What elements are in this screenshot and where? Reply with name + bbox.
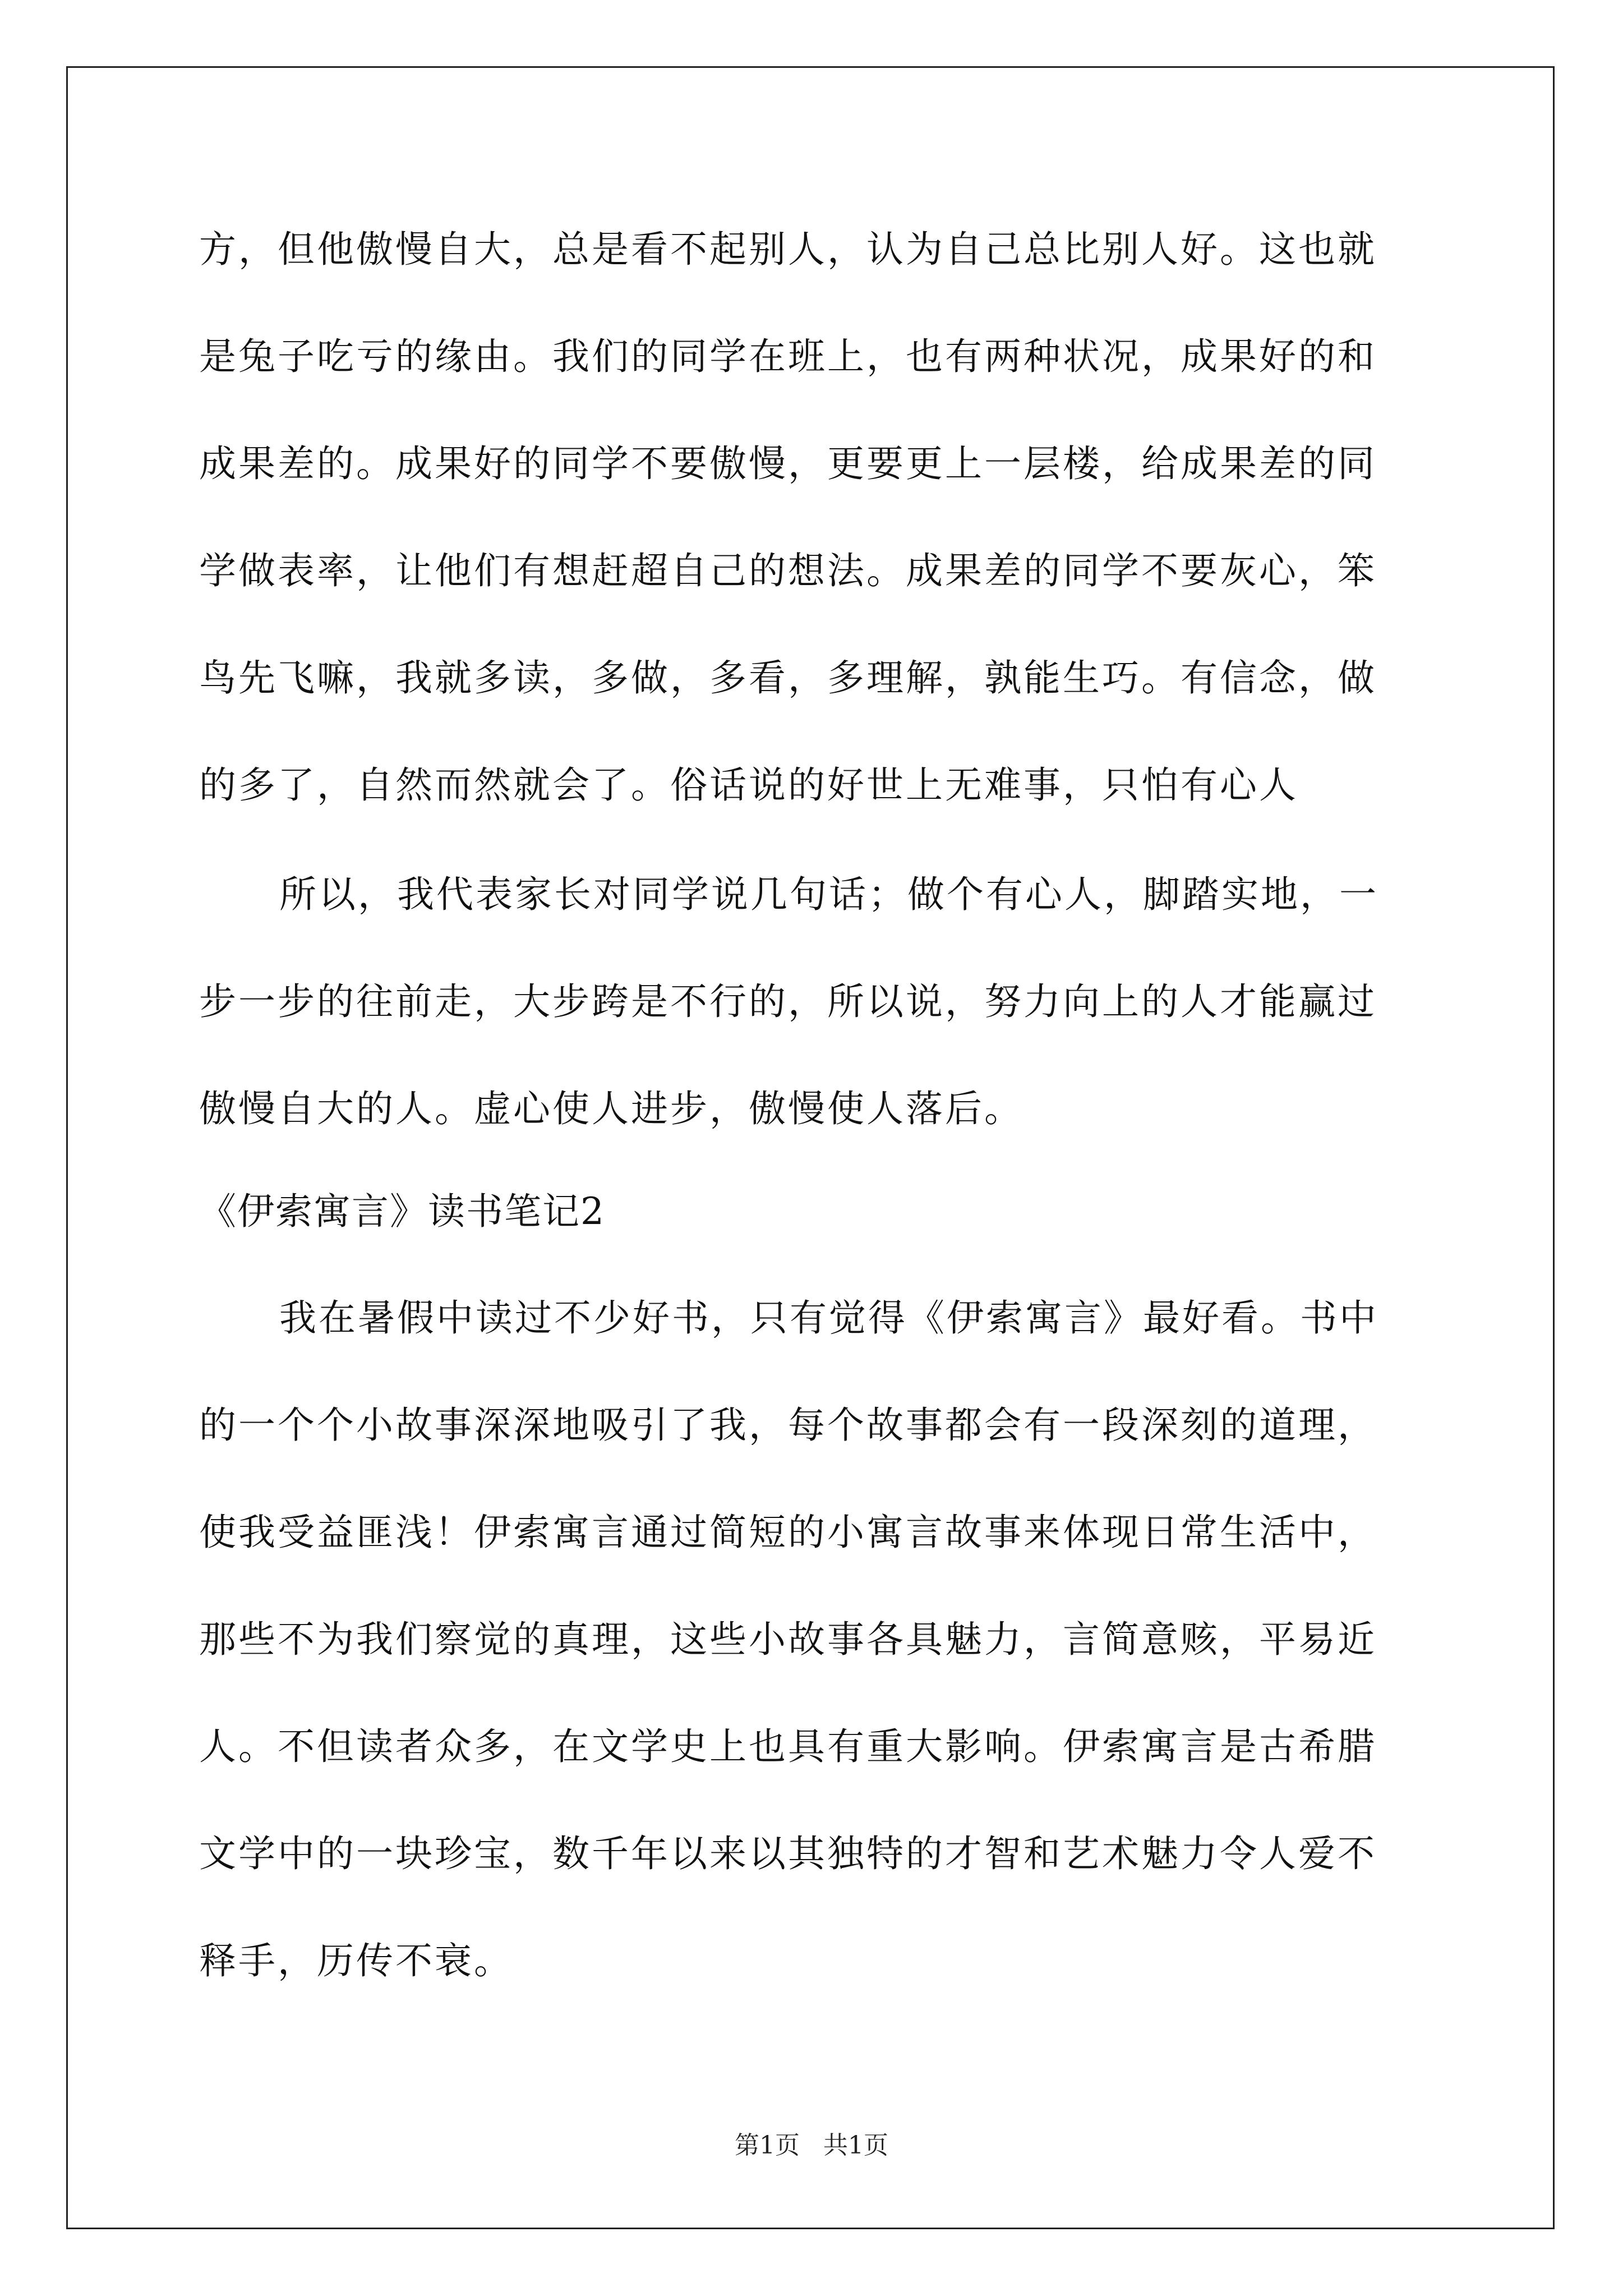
paragraph-1-line: 学做表率，让他们有想赶超自己的想法。成果差的同学不要灰心，笨: [199, 549, 1377, 592]
paragraph-3-line: 释手，历传不衰。: [199, 1939, 513, 1982]
paragraph-3-line: 的一个个小故事深深地吸引了我，每个故事都会有一段深刻的道理，: [199, 1404, 1377, 1447]
page-number: 第1页: [735, 2131, 800, 2160]
paragraph-3-line: 我在暑假中读过不少好书，只有觉得《伊索寓言》最好看。书中: [279, 1296, 1378, 1340]
page-frame: [66, 66, 1555, 2229]
paragraph-2-line: 步一步的往前走，大步跨是不行的，所以说，努力向上的人才能赢过: [199, 980, 1377, 1023]
paragraph-2-line: 傲慢自大的人。虚心使人进步，傲慢使人落后。: [199, 1087, 1023, 1130]
paragraph-2-line: 所以，我代表家长对同学说几句话；做个有心人，脚踏实地，一: [279, 873, 1378, 916]
paragraph-3-line: 人。不但读者众多，在文学史上也具有重大影响。伊索寓言是古希腊: [199, 1725, 1377, 1768]
paragraph-3-line: 使我受益匪浅！伊索寓言通过简短的小寓言故事来体现日常生活中，: [199, 1511, 1377, 1554]
paragraph-3-line: 文学中的一块珍宝，数千年以来以其独特的才智和艺术魅力令人爱不: [199, 1832, 1377, 1875]
paragraph-3-line: 那些不为我们察觉的真理，这些小故事各具魅力，言简意赅，平易近: [199, 1618, 1377, 1661]
page-footer: [0, 2125, 1623, 2161]
paragraph-1-line: 方，但他傲慢自大，总是看不起别人，认为自己总比别人好。这也就: [199, 228, 1377, 271]
page-total: 共1页: [823, 2131, 888, 2160]
paragraph-1-line: 成果差的。成果好的同学不要傲慢，更要更上一层楼，给成果差的同: [199, 442, 1377, 485]
section-heading: 《伊索寓言》读书笔记2: [199, 1190, 605, 1233]
paragraph-1-line: 的多了，自然而然就会了。俗话说的好世上无难事，只怕有心人: [199, 763, 1298, 807]
paragraph-1-line: 是兔子吃亏的缘由。我们的同学在班上，也有两种状况，成果好的和: [199, 335, 1377, 378]
paragraph-1-line: 鸟先飞嘛，我就多读，多做，多看，多理解，孰能生巧。有信念，做: [199, 656, 1377, 700]
